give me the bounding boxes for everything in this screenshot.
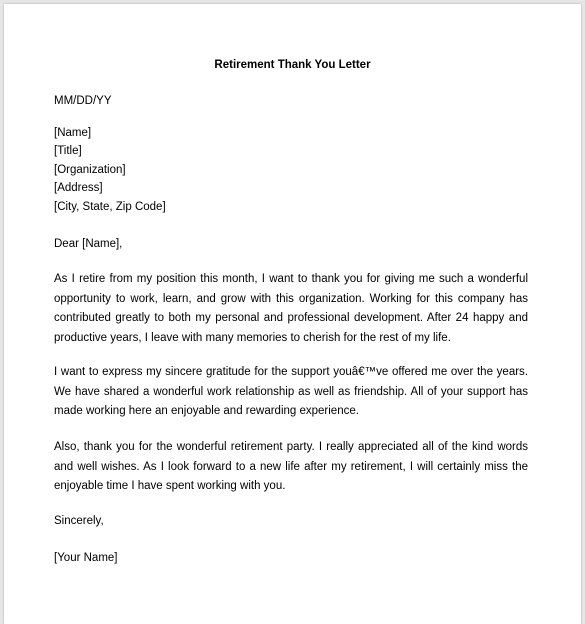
body-paragraph-2: I want to express my sincere gratitude for the support youâ€™ve offered me over the years. We have shared a wonderful work relationship as well as friendship. All of your support has made working here an enjoyable and rewarding experience. [54,366,528,417]
letter-date: MM/DD/YY [54,95,112,107]
recipient-name: [Name] [54,127,92,139]
recipient-title: [Title] [54,145,82,157]
closing: Sincerely, [54,515,104,527]
recipient-city-state-zip: [City, State, Zip Code] [54,201,166,213]
body-paragraph-3: Also, thank you for the wonderful retirement party. I really appreciated all of the kind words and well wishes. As I look forward to a new life after my retirement, I will certainly miss the enjoyable time I have spent working with you. [54,441,528,492]
document-page [4,4,581,624]
signature-placeholder: [Your Name] [54,552,118,564]
body-paragraph-1: As I retire from my position this month, I want to thank you for giving me such a wonderful opportunity to work, learn, and grow with this organization. Working for this company has contributed greatly to both my personal and professional development. After 24 happy and productive years, I leave with many memories to cherish for the rest of my life. [54,273,528,344]
salutation: Dear [Name], [54,238,123,250]
recipient-organization: [Organization] [54,164,126,176]
letter-title: Retirement Thank You Letter [214,59,371,71]
recipient-address: [Address] [54,182,103,194]
